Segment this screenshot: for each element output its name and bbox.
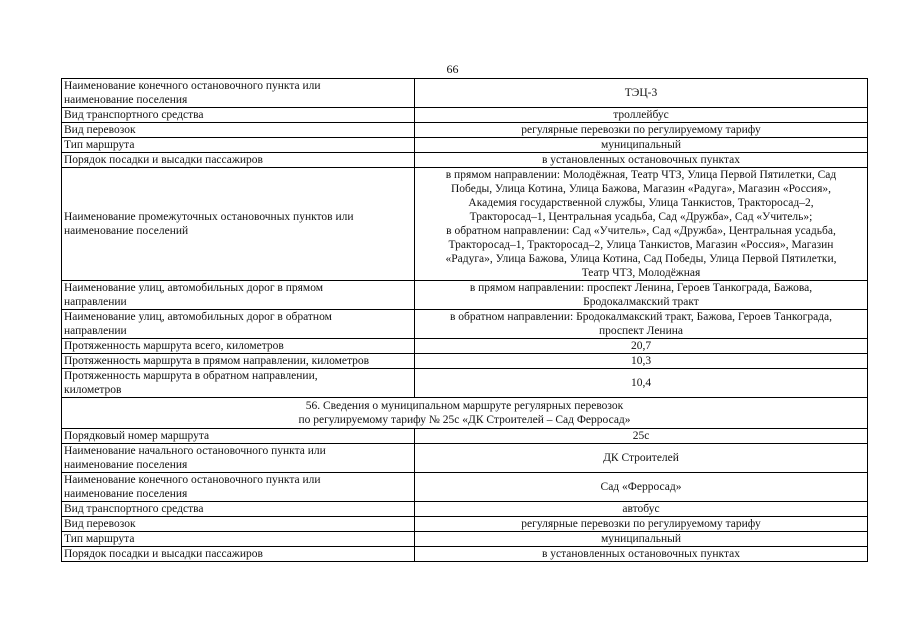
row-value	[415, 79, 868, 108]
row-value-line: троллейбус	[613, 109, 669, 121]
row-label	[62, 369, 415, 398]
row-label-line: наименование поселения	[64, 459, 188, 471]
row-value-line: 10,4	[630, 377, 652, 389]
row-value	[415, 168, 868, 281]
table-row	[62, 153, 868, 168]
row-label	[62, 310, 415, 339]
row-value-line: автобус	[622, 503, 660, 515]
row-label-line: Наименование конечного остановочного пункта или	[64, 474, 321, 486]
table-row	[62, 138, 868, 153]
row-label-line: Наименование начального остановочного пункта или	[64, 445, 326, 457]
table-row	[62, 281, 868, 310]
row-value	[415, 502, 868, 517]
table-row	[62, 547, 868, 562]
row-label-line: Наименование улиц, автомобильных дорог в прямом	[64, 282, 324, 294]
row-label-line: наименование поселения	[64, 94, 188, 106]
row-value-line: муниципальный	[600, 533, 682, 545]
row-label	[62, 153, 415, 168]
row-value	[415, 444, 868, 473]
row-value-line: Академия государственной службы, Улица Танкистов, Тракторосад–2,	[468, 197, 814, 209]
row-value	[415, 108, 868, 123]
row-value-line: муниципальный	[600, 139, 682, 151]
row-value	[415, 473, 868, 502]
row-value-line: ТЭЦ-3	[624, 87, 658, 99]
row-value-line: «Радуга», Улица Бажова, Улица Котина, Сад Победы, Улица Первой Пятилетки,	[445, 253, 837, 265]
row-label-line: Вид транспортного средства	[64, 503, 204, 515]
table-row	[62, 473, 868, 502]
table-row	[62, 123, 868, 138]
table-row	[62, 532, 868, 547]
row-label	[62, 79, 415, 108]
route-55-rows	[62, 79, 868, 398]
table-row	[62, 310, 868, 339]
row-label	[62, 281, 415, 310]
row-value	[415, 517, 868, 532]
row-value	[415, 281, 868, 310]
row-label-line: Вид транспортного средства	[64, 109, 204, 121]
table-row	[62, 502, 868, 517]
table-row	[62, 517, 868, 532]
row-value-line: в установленных остановочных пунктах	[541, 548, 741, 560]
row-value	[415, 532, 868, 547]
row-label	[62, 339, 415, 354]
row-label-line: Вид перевозок	[64, 124, 136, 136]
table-row	[62, 429, 868, 444]
table-row	[62, 79, 868, 108]
row-value-line: в прямом направлении: проспект Ленина, Героев Танкограда, Бажова,	[469, 282, 813, 294]
row-value-line: регулярные перевозки по регулируемому тарифу	[521, 124, 761, 136]
row-label	[62, 429, 415, 444]
row-label-line: направлении	[64, 296, 127, 308]
row-label-line: направлении	[64, 325, 127, 337]
row-label	[62, 444, 415, 473]
row-value-line: 25с	[632, 430, 650, 442]
row-value-line: Тракторосад–1, Центральная усадьба, Сад «Дружба», Сад «Учитель»;	[469, 211, 813, 223]
row-value	[415, 138, 868, 153]
table-row	[62, 108, 868, 123]
row-label-line: Тип маршрута	[64, 533, 135, 545]
row-label	[62, 547, 415, 562]
table-row	[62, 444, 868, 473]
row-label-line: Порядковый номер маршрута	[64, 430, 210, 442]
row-label-line: Вид перевозок	[64, 518, 136, 530]
table-row	[62, 354, 868, 369]
row-label	[62, 502, 415, 517]
row-value	[415, 369, 868, 398]
row-value	[415, 153, 868, 168]
row-label	[62, 168, 415, 281]
section-title	[62, 398, 868, 429]
row-value-line: 20,7	[630, 340, 652, 352]
row-value-line: Сад «Ферросад»	[600, 481, 682, 493]
row-label-line: Наименование улиц, автомобильных дорог в обратном	[64, 311, 332, 323]
row-value	[415, 354, 868, 369]
row-value-line: ДК Строителей	[603, 452, 679, 464]
row-label	[62, 138, 415, 153]
table-row	[62, 369, 868, 398]
row-label-line: Порядок посадки и высадки пассажиров	[64, 154, 263, 166]
table-row	[62, 168, 868, 281]
row-value	[415, 310, 868, 339]
row-value-line: Бродокалмакский тракт	[583, 296, 699, 308]
section-title-line: 56. Сведения о муниципальном маршруте регулярных перевозок	[305, 400, 624, 412]
row-value-line: в прямом направлении: Молодёжная, Театр ЧТЗ, Улица Первой Пятилетки, Сад	[445, 169, 837, 181]
row-label-line: наименование поселения	[64, 488, 188, 500]
row-value	[415, 547, 868, 562]
row-label	[62, 354, 415, 369]
row-value-line: Тракторосад–1, Тракторосад–2, Улица Танкистов, Магазин «Россия», Магазин	[448, 239, 834, 251]
row-value-line: Победы, Улица Котина, Улица Бажова, Магазин «Радуга», Магазин «Россия»,	[450, 183, 831, 195]
row-label	[62, 532, 415, 547]
row-value-line: Театр ЧТЗ, Молодёжная	[581, 267, 701, 279]
section-header	[62, 398, 868, 429]
section-title-row	[62, 398, 868, 429]
row-label-line: Порядок посадки и высадки пассажиров	[64, 548, 263, 560]
row-value-line: регулярные перевозки по регулируемому тарифу	[521, 518, 761, 530]
row-label	[62, 108, 415, 123]
section-title-line: по регулируемому тарифу № 25с «ДК Строителей – Сад Ферросад»	[298, 414, 631, 426]
row-label-line: километров	[64, 384, 122, 396]
row-value	[415, 429, 868, 444]
row-label-line: Тип маршрута	[64, 139, 135, 151]
row-label-line: Протяженность маршрута в обратном направлении,	[64, 370, 318, 382]
row-label	[62, 123, 415, 138]
row-value-line: в установленных остановочных пунктах	[541, 154, 741, 166]
row-label-line: наименование поселений	[64, 225, 189, 237]
row-value	[415, 123, 868, 138]
route-table	[61, 78, 868, 562]
row-value	[415, 339, 868, 354]
row-label	[62, 473, 415, 502]
row-value-line: 10,3	[630, 355, 652, 367]
row-label	[62, 517, 415, 532]
row-label-line: Протяженность маршрута всего, километров	[64, 340, 284, 352]
row-value-line: проспект Ленина	[598, 325, 684, 337]
row-value-line: в обратном направлении: Бродокалмакский тракт, Бажова, Героев Танкограда,	[450, 311, 832, 323]
page-number: 66	[446, 62, 459, 76]
row-label-line: Протяженность маршрута в прямом направлении, километров	[64, 355, 370, 367]
row-label-line: Наименование конечного остановочного пункта или	[64, 80, 321, 92]
row-label-line: Наименование промежуточных остановочных пунктов или	[64, 211, 354, 223]
route-25s-rows	[62, 429, 868, 562]
table-row	[62, 339, 868, 354]
row-value-line: в обратном направлении: Сад «Учитель», Сад «Дружба», Центральная усадьба,	[446, 225, 836, 237]
